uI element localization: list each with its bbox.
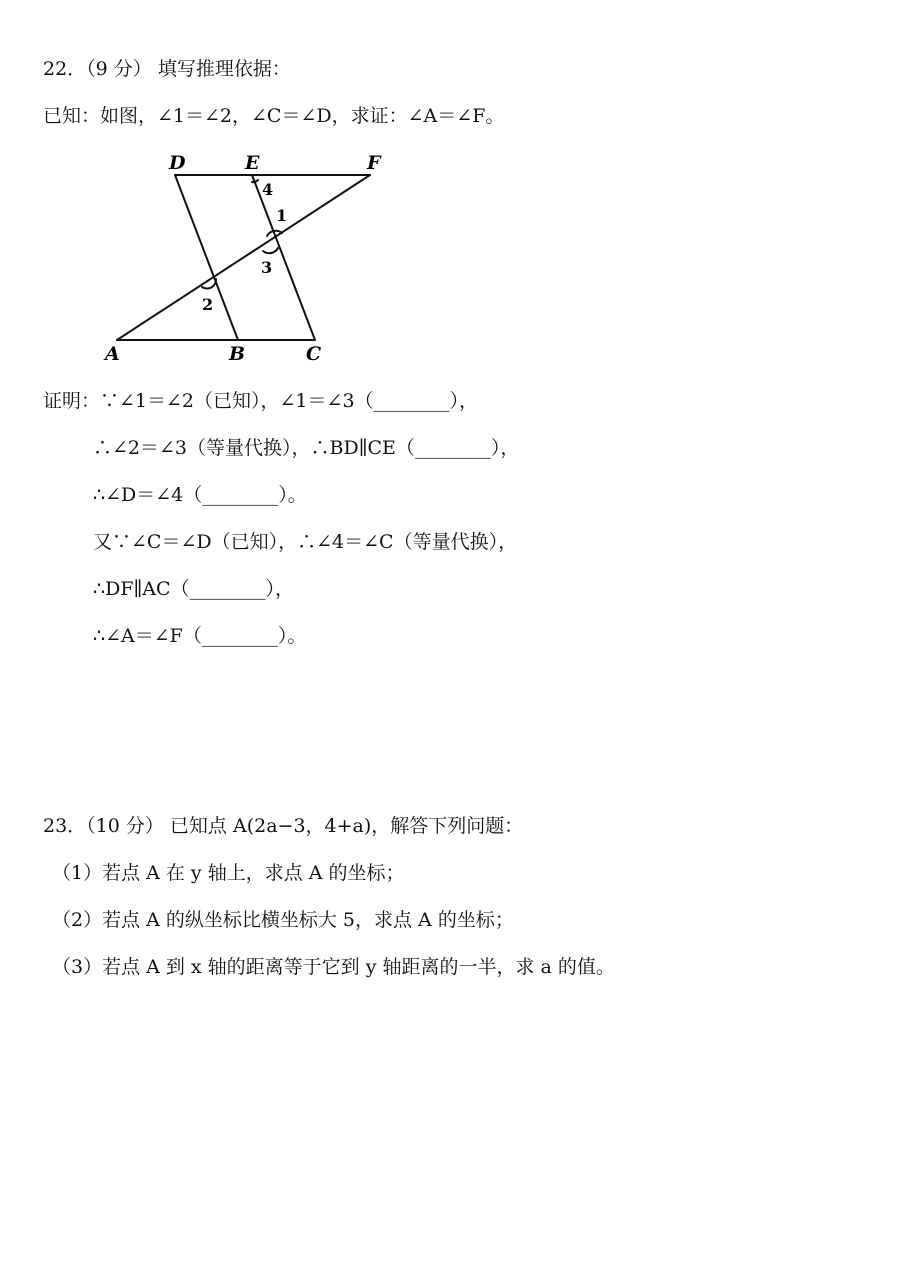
point-label-e: E [245,152,260,174]
q23-header: 23．（10 分） 已知点 A(2a−3，4+a)，解答下列问题： [43,815,524,837]
q22-given: 已知：如图，∠1＝∠2，∠C＝∠D，求证：∠A＝∠F。 [43,105,505,127]
angle-label-2: 2 [202,295,214,314]
proof-line-3: ∴∠D＝∠4（________）。 [93,484,307,506]
point-label-f: F [367,152,381,174]
segment-af [117,175,370,340]
proof-line-2: ∴∠2＝∠3（等量代换），∴BD∥CE（________）， [93,437,520,459]
segment-db [175,175,238,340]
q23-part-3: （3）若点 A 到 x 轴的距离等于它到 y 轴距离的一半，求 a 的值。 [52,956,615,978]
point-label-d: D [169,152,186,174]
angle-label-3: 3 [261,258,273,277]
q22-header: 22．（9 分） 填写推理依据： [43,58,291,80]
proof-line-4: 又∵∠C＝∠D（已知），∴∠4＝∠C（等量代换）， [93,531,518,553]
proof-line-1: 证明：∵∠1＝∠2（已知），∠1＝∠3（________）， [43,390,479,412]
proof-line-5: ∴DF∥AC（________）， [93,578,295,600]
point-label-b: B [229,343,246,365]
point-label-c: C [306,343,322,365]
angle-arc-3 [263,248,278,253]
proof-line-6: ∴∠A＝∠F（________）。 [93,625,307,647]
angle-label-4: 4 [262,180,274,199]
q23-part-1: （1）若点 A 在 y 轴上，求点 A 的坐标； [52,862,405,884]
geometry-figure [95,145,395,370]
angle-label-1: 1 [276,206,288,225]
point-label-a: A [105,343,120,365]
q23-part-2: （2）若点 A 的纵坐标比横坐标大 5，求点 A 的坐标； [52,909,514,931]
